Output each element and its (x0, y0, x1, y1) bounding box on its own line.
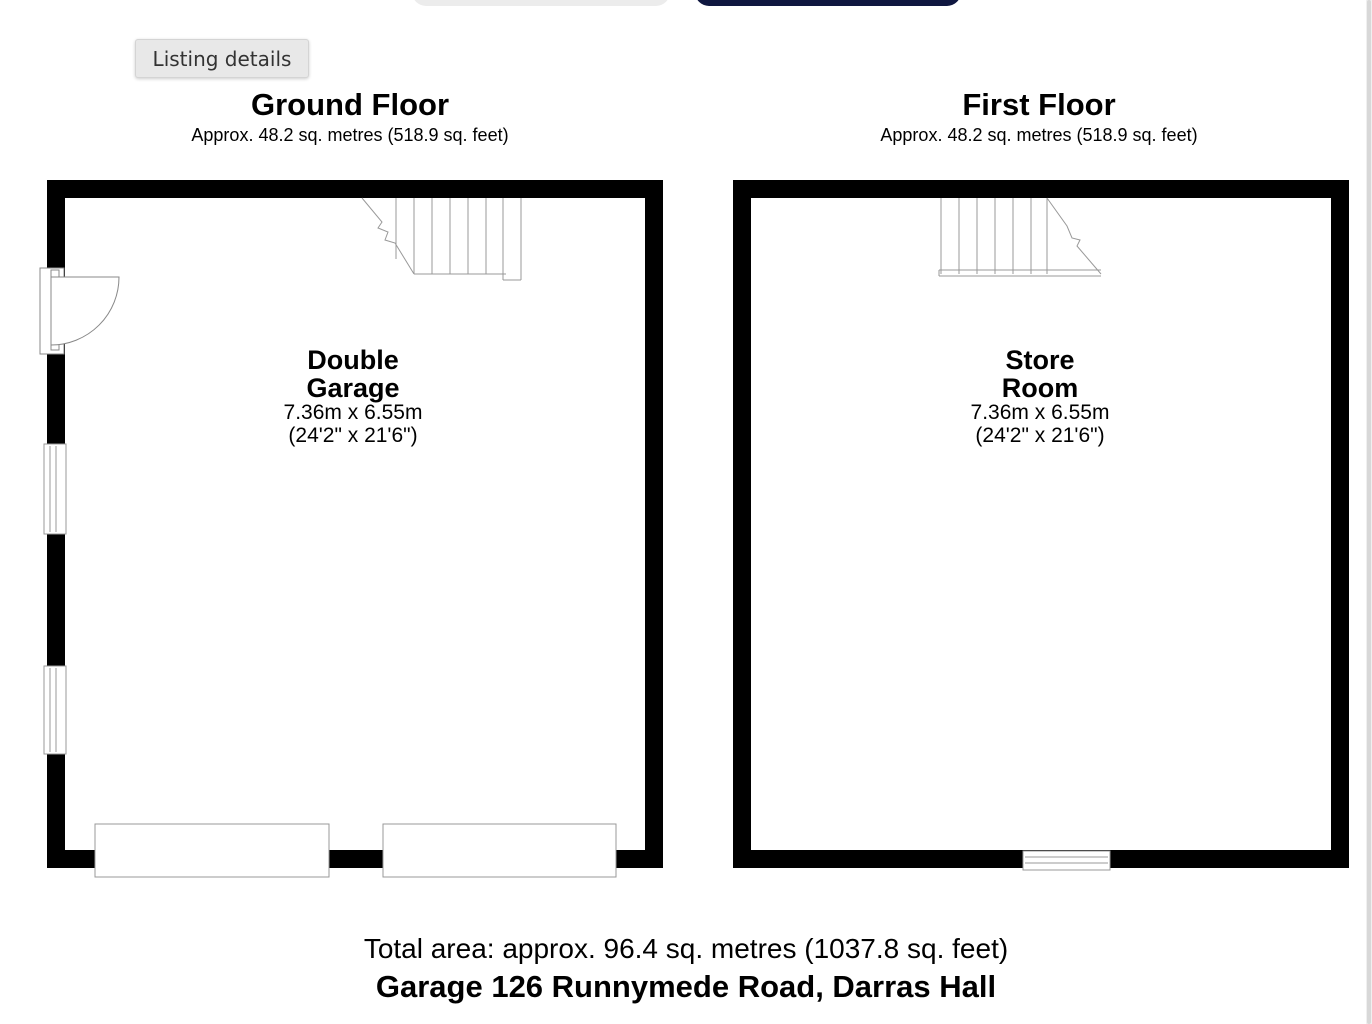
listing-details-button[interactable]: Listing details (135, 39, 309, 78)
room-name-line: Room (1001, 373, 1079, 403)
room-name-line: Garage (306, 373, 400, 403)
ground-floor-staircase (362, 198, 521, 280)
ground-floor-area: Approx. 48.2 sq. metres (518.9 sq. feet) (191, 125, 509, 145)
scrollbar-thumb[interactable] (1367, 0, 1371, 1024)
vertical-scrollbar[interactable] (1366, 0, 1372, 1024)
ground-floor-title: Ground Floor (250, 87, 450, 122)
room-name-line: Store (1005, 345, 1075, 375)
garage-door-right (383, 824, 616, 877)
store-room-dim-metric: 7.36m x 6.55m (970, 401, 1110, 424)
entry-door (40, 268, 119, 354)
store-room-name (890, 346, 1190, 402)
total-area: Total area: approx. 96.4 sq. metres (1037.8 sq. feet) (363, 933, 1009, 964)
left-window-upper (44, 444, 66, 534)
first-floor-walls (742, 189, 1340, 859)
property-address: Garage 126 Runnymede Road, Darras Hall (375, 969, 997, 1004)
first-floor-area: Approx. 48.2 sq. metres (518.9 sq. feet) (880, 125, 1198, 145)
ground-floor-plan (40, 189, 654, 877)
garage-door-left (95, 824, 329, 877)
double-garage-dim-imperial: (24'2" x 21'6") (288, 424, 418, 447)
double-garage-name (203, 346, 503, 402)
double-garage-dim-metric: 7.36m x 6.55m (283, 401, 423, 424)
store-room-dim-imperial: (24'2" x 21'6") (975, 424, 1105, 447)
left-window-lower (44, 666, 66, 754)
first-floor-plan (742, 189, 1340, 870)
room-name-line: Double (307, 345, 399, 375)
first-floor-title: First Floor (962, 87, 1116, 122)
ground-floor-walls (56, 189, 654, 859)
store-room-window (1023, 851, 1110, 870)
first-floor-staircase (939, 198, 1101, 276)
